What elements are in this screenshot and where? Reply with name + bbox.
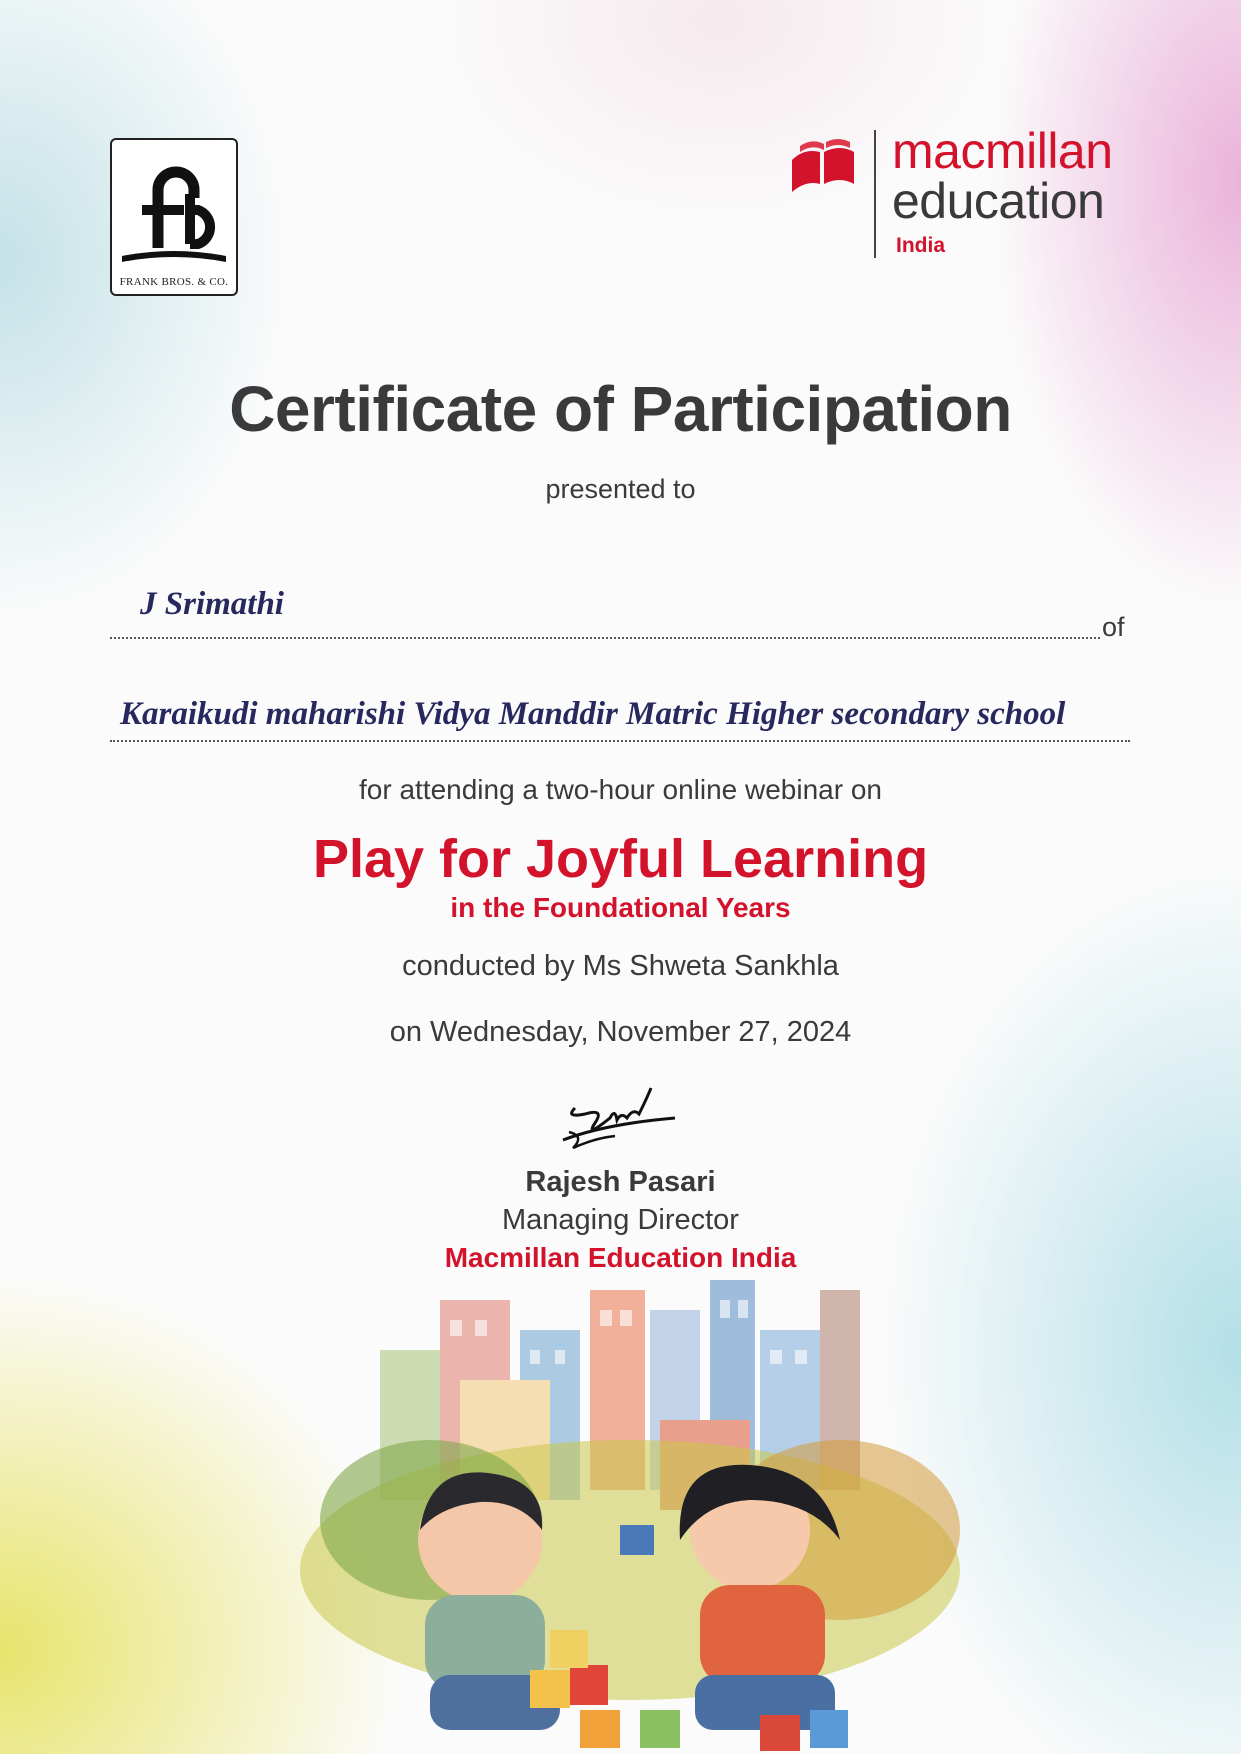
india-wordmark: India <box>896 234 946 257</box>
frank-bros-logo <box>110 138 238 296</box>
macmillan-logo <box>790 123 1140 263</box>
recipient-name: J Srimathi <box>140 586 284 622</box>
name-dotted-line <box>110 637 1100 639</box>
certificate-title: Certificate of Participation <box>229 373 1012 445</box>
macmillan-divider <box>874 130 876 258</box>
conducted-by-text: conducted by Ms Shweta Sankhla <box>402 950 839 982</box>
signatory-name: Rajesh Pasari <box>525 1166 716 1198</box>
macmillan-wordmark: macmillan <box>892 123 1113 179</box>
webinar-date: on Wednesday, November 27, 2024 <box>389 1016 852 1048</box>
webinar-title: Play for Joyful Learning <box>312 829 929 889</box>
school-name: Karaikudi maharishi Vidya Manddir Matric Higher secondary school <box>120 696 1066 732</box>
children-playing-illustration <box>280 1270 980 1754</box>
signature-icon <box>555 1078 685 1158</box>
frank-bros-book-logo-icon <box>120 148 228 266</box>
presented-to-label: presented to <box>545 474 696 504</box>
frank-bros-caption: FRANK BROS. & CO. <box>119 276 229 288</box>
macmillan-book-mark-icon <box>790 138 856 198</box>
attending-text: for attending a two-hour online webinar on <box>358 774 882 805</box>
of-label: of <box>1102 612 1125 642</box>
school-dotted-line <box>110 740 1130 742</box>
webinar-subtitle: in the Foundational Years <box>450 892 791 923</box>
education-wordmark: education <box>892 173 1105 229</box>
signatory-organization: Macmillan Education India <box>444 1242 797 1273</box>
signatory-role: Managing Director <box>502 1204 739 1236</box>
